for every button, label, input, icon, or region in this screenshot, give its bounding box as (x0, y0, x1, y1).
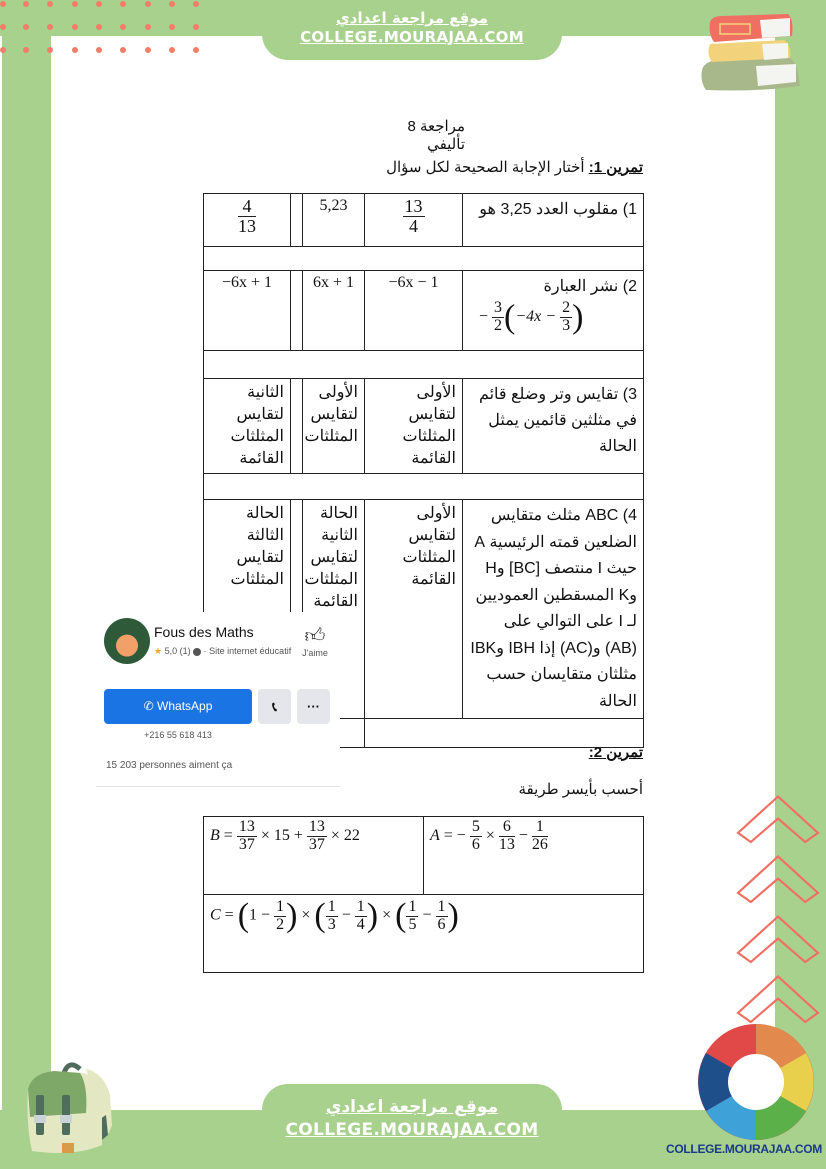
site-url[interactable]: COLLEGE.MOURAJAA.COM (300, 28, 524, 46)
exercise-2-instruction: أحسب بأيسر طريقة (518, 781, 643, 798)
thumbs-up-icon: 👍︎ (304, 625, 326, 647)
site-banner-bottom[interactable] (262, 1084, 562, 1169)
backpack-icon (14, 1055, 114, 1160)
question-row-2 (204, 271, 644, 351)
likes-count: 15 203 personnes aiment ça (106, 760, 233, 771)
question-prompt: 3) تقايس وتر وضلع قائم في مثلثين قائمين يمثل الحالة (463, 379, 644, 474)
like-button[interactable] (298, 624, 332, 658)
question-prompt: 4) ABC مثلث متقايس الضلعين قمته الرئيسية A حيث I منتصف [BC] وH وK المسقطين العموديين لـ I على التوالي على (AB) و(AC) إذا IBH وIBK مثلثان متقايسان حسب الحالة (463, 500, 644, 719)
site-logo-label: COLLEGE.MOURAJAA.COM (665, 1142, 822, 1156)
spacer-cell (291, 194, 303, 247)
phone-icon: 📞︎ (272, 699, 277, 714)
more-icon: ··· (307, 699, 320, 714)
answer-2[interactable]: 5,23 (303, 194, 365, 247)
expression-A: A = − $\frac{5}{6}$ × $\frac{6}{13}$ − $\frac{1}{26}$ (424, 817, 644, 895)
education-wheel-logo-icon (694, 1020, 818, 1144)
separator-row (204, 247, 644, 271)
question-text: 2) نشر العبارة (543, 278, 637, 295)
site-url[interactable]: COLLEGE.MOURAJAA.COM (285, 1120, 539, 1140)
answer-3[interactable]: الثانية لتقايس المثلثات القائمة (204, 379, 291, 474)
page-avatar[interactable] (104, 618, 150, 664)
exercise-2-label: تمرين 2: (588, 744, 643, 761)
page-meta (154, 646, 291, 657)
separator-row (204, 351, 644, 379)
site-banner-top[interactable] (262, 0, 562, 60)
spacer-cell (291, 271, 303, 351)
expression-C: C = (1 − $\frac{1}{2}$ ) × ( $\frac{1}{3}$ − $\frac{1}{4}$ ) × ( $\frac{1}{5}$ − $\frac{1}{6}$ ) (204, 895, 644, 973)
exercise-1-heading (386, 158, 643, 176)
answer-1[interactable]: الأولى لتقايس المثلثات القائمة (365, 500, 463, 719)
whatsapp-icon: ✆ (143, 699, 154, 713)
info-icon (193, 648, 201, 656)
phone-number: +216 55 618 413 (144, 730, 212, 740)
call-button[interactable] (258, 689, 291, 724)
expression-row-1 (204, 817, 644, 895)
more-options-button[interactable] (297, 689, 330, 724)
star-icon: ★ (154, 646, 163, 656)
decorative-dots (0, 0, 210, 60)
exercise-2-table (203, 816, 644, 973)
answer-3[interactable]: الحالة الثالثة لتقايس المثلثات (204, 500, 291, 719)
whatsapp-label: WhatsApp (157, 699, 213, 713)
question-row-1 (204, 194, 644, 247)
answer-2[interactable]: الأولى لتقايس المثلثات (303, 379, 365, 474)
page-rating: 5,0 (1) (164, 646, 191, 656)
books-stack-icon (696, 10, 806, 95)
page-category: · Site internet éducatif (203, 646, 292, 656)
question-row-3 (204, 379, 644, 474)
answer-2[interactable]: 6x + 1 (303, 271, 365, 351)
like-label: J'aime (302, 648, 328, 658)
frame-left-strip (2, 0, 51, 1169)
expression: − $\frac{3}{2}$ (−4x − $\frac{2}{3}$ ) (479, 298, 584, 336)
expression-B: B = $\frac{13}{37}$ × 15 + $\frac{13}{37}$ × 22 (204, 817, 424, 895)
answer-1[interactable]: $\frac{13}{4}$ (365, 194, 463, 247)
site-name-arabic: موقع مراجعة اعدادي (336, 9, 488, 27)
whatsapp-button[interactable] (104, 689, 252, 724)
facebook-page-widget (96, 612, 340, 787)
chevron-up-decoration-icon (730, 790, 820, 1030)
exercise-2-heading (589, 743, 643, 761)
question-prompt (463, 271, 644, 351)
page-name[interactable]: Fous des Maths (154, 624, 254, 640)
answer-3[interactable]: −6x + 1 (204, 271, 291, 351)
question-prompt: 1) مقلوب العدد 3,25 هو (463, 194, 644, 247)
page-title: مراجعة 8 تأليفي (407, 118, 465, 153)
exercise-1-instruction: أختار الإجابة الصحيحة لكل سؤال (386, 159, 585, 176)
answer-2[interactable]: الحالة الثانية لتقايس المثلثات القائمة (303, 500, 365, 719)
exercise-1-label: تمرين 1: (588, 159, 643, 176)
answer-1[interactable]: −6x − 1 (365, 271, 463, 351)
expression-row-2 (204, 895, 644, 973)
spacer-cell (291, 379, 303, 474)
separator-row (204, 474, 644, 500)
answer-1[interactable]: الأولى لتقايس المثلثات القائمة (365, 379, 463, 474)
answer-3[interactable]: $\frac{4}{13}$ (204, 194, 291, 247)
site-name-arabic: موقع مراجعة اعدادي (325, 1097, 499, 1117)
